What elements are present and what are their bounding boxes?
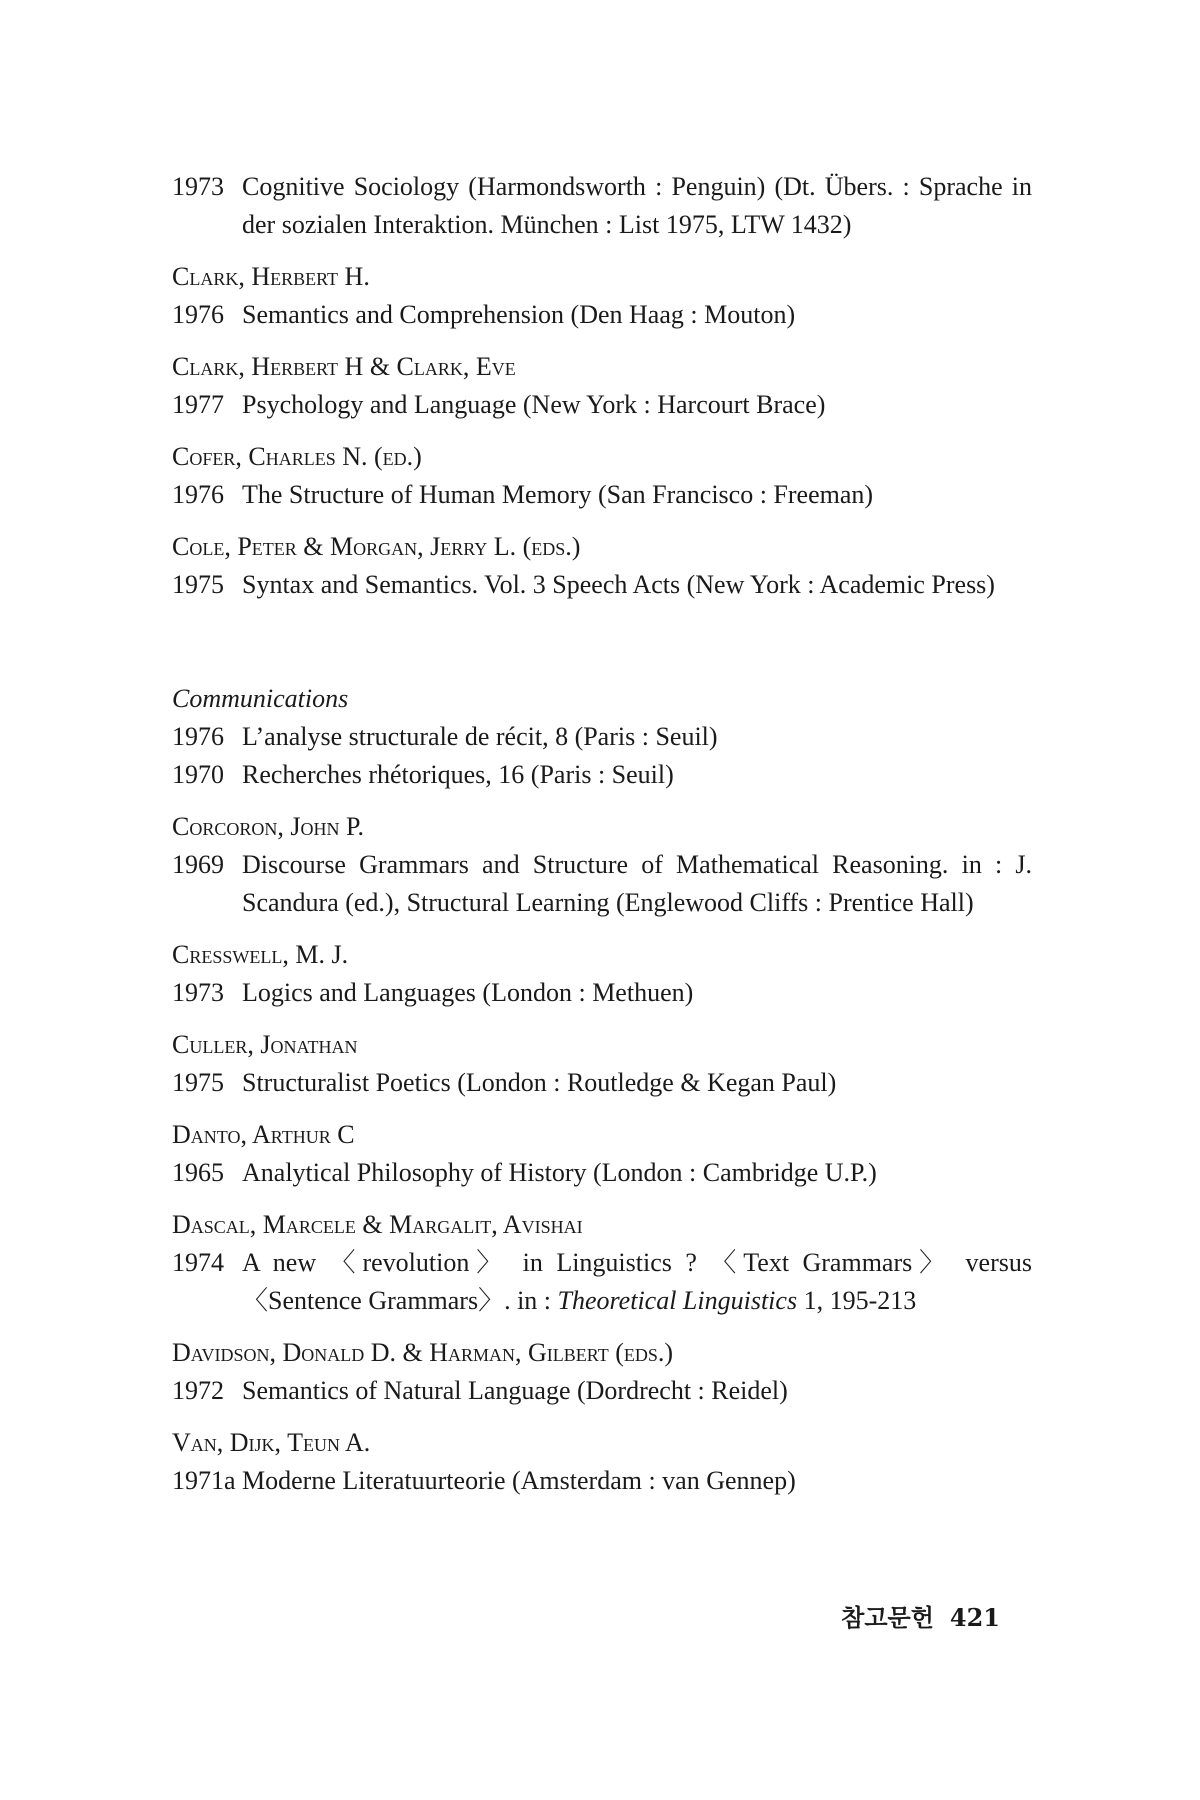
entry-text: Logics and Languages (London : Methuen): [242, 978, 694, 1007]
reference-entry: [172, 1154, 1032, 1192]
page-number: 421: [949, 1603, 1000, 1632]
author-name: Van, Dijk, Teun A.: [172, 1428, 371, 1457]
references-page: [172, 168, 1032, 1500]
entry-year: 1965: [172, 1158, 224, 1187]
reference-entry: [172, 296, 1032, 334]
author-name: Davidson, Donald D. & Harman, Gilbert (eds.): [172, 1338, 674, 1367]
reference-entry: [172, 168, 1032, 244]
reference-entry: [172, 476, 1032, 514]
author-name: Clark, Herbert H.: [172, 262, 370, 291]
journal-name: Theoretical Linguistics: [557, 1286, 798, 1315]
entry-year: 1975: [172, 1068, 224, 1097]
reference-block: [172, 808, 1032, 922]
reference-block: [172, 168, 1032, 244]
footer-label: 참고문헌: [841, 1603, 934, 1632]
entry-text: Semantics and Comprehension (Den Haag : Mouton): [242, 300, 796, 329]
author-name: Cresswell, M. J.: [172, 940, 349, 969]
author-name: Danto, Arthur C: [172, 1120, 355, 1149]
entry-year: 1969: [172, 850, 224, 879]
entry-text: Cognitive Sociology (Harmondsworth : Penguin) (Dt. Übers. : Sprache in der sozialen Interaktion. München : List 1975, LTW 1432): [242, 172, 1032, 239]
entry-text: Analytical Philosophy of History (London : Cambridge U.P.): [242, 1158, 877, 1187]
entry-year: 1976: [172, 722, 224, 751]
entry-year: 1973: [172, 172, 224, 201]
author-name: Culler, Jonathan: [172, 1030, 358, 1059]
reference-block: [172, 936, 1032, 1012]
reference-entry: [172, 974, 1032, 1012]
entry-text: The Structure of Human Memory (San Francisco : Freeman): [242, 480, 874, 509]
journal-title: Communications: [172, 684, 349, 713]
reference-entry: [172, 1372, 1032, 1410]
entry-text: L’analyse structurale de récit, 8 (Paris : Seuil): [242, 722, 718, 751]
reference-entry: [172, 756, 1032, 794]
entry-text-post: 1, 195-213: [797, 1286, 917, 1315]
journal-section: [172, 680, 1032, 794]
entry-year: 1976: [172, 480, 224, 509]
author-name: Dascal, Marcele & Margalit, Avishai: [172, 1210, 583, 1239]
reference-entry: [172, 846, 1032, 922]
entry-text: Structuralist Poetics (London : Routledge & Kegan Paul): [242, 1068, 837, 1097]
author-name: Cole, Peter & Morgan, Jerry L. (eds.): [172, 532, 581, 561]
entry-text: Semantics of Natural Language (Dordrecht : Reidel): [242, 1376, 788, 1405]
reference-block: [172, 1206, 1032, 1320]
reference-entry: [172, 1064, 1032, 1102]
reference-entry: [172, 566, 1032, 604]
entry-year: 1977: [172, 390, 224, 419]
reference-block: [172, 438, 1032, 514]
reference-block: [172, 528, 1032, 604]
author-name: Corcoron, John P.: [172, 812, 365, 841]
entry-year: 1972: [172, 1376, 224, 1405]
entry-year: 1975: [172, 570, 224, 599]
author-name: Cofer, Charles N. (ed.): [172, 442, 422, 471]
page-footer: [820, 1598, 1000, 1633]
reference-block: [172, 1334, 1032, 1410]
reference-block: [172, 348, 1032, 424]
entry-text: Moderne Literatuurteorie (Amsterdam : van Gennep): [242, 1466, 796, 1495]
reference-entry: [172, 386, 1032, 424]
entry-text: Discourse Grammars and Structure of Mathematical Reasoning. in : J. Scandura (ed.), Structural Learning (Englewood Cliffs : Prentice Hall): [242, 850, 1032, 917]
entry-text: Psychology and Language (New York : Harcourt Brace): [242, 390, 826, 419]
entry-text: Recherches rhétoriques, 16 (Paris : Seuil): [242, 760, 674, 789]
reference-block: [172, 1026, 1032, 1102]
entry-year: 1976: [172, 300, 224, 329]
reference-entry: [172, 718, 1032, 756]
entry-year: 1971a: [172, 1466, 236, 1495]
entry-year: 1974: [172, 1248, 224, 1277]
entry-text: Syntax and Semantics. Vol. 3 Speech Acts (New York : Academic Press): [242, 570, 995, 599]
reference-entry: [172, 1244, 1032, 1320]
reference-block: [172, 1116, 1032, 1192]
author-name: Clark, Herbert H & Clark, Eve: [172, 352, 516, 381]
reference-block: [172, 1424, 1032, 1500]
entry-year: 1973: [172, 978, 224, 1007]
reference-block: [172, 258, 1032, 334]
reference-entry: [172, 1462, 1032, 1500]
entry-text: [242, 1244, 1032, 1320]
entry-year: 1970: [172, 760, 224, 789]
entry-text-pre: A new 〈revolution〉 in Linguistics ? 〈Text Grammars〉 versus 〈Sentence Grammars〉. in :: [242, 1248, 1032, 1315]
